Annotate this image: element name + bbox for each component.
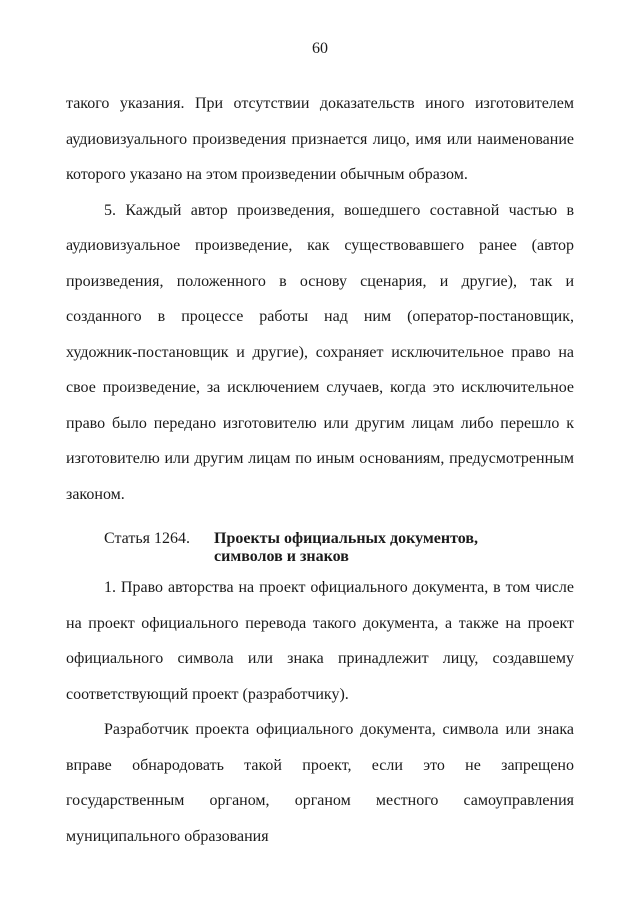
paragraph-clause-1: 1. Право авторства на проект официального документа, в том числе на проект официального перевода такого документа, а также на проект официального символа или знака принадлежит лицу, создавшему соответствующий проект (разработчику).: [66, 579, 574, 703]
article-number: Статья 1264.: [104, 530, 190, 547]
document-body: [66, 86, 574, 854]
paragraph-clause-5: 5. Каждый автор произведения, вошедшего составной частью в аудиовизуальное произведение, как существовавшего ранее (автор произведения, положенного в основу сценария, и другие), так и созданного в процессе работы над ним (оператор-постановщик, художник-постановщик и другие), сохраняет исключительное право на свое произведение, за исключением случаев, когда это исключительное право было передано изготовителю или другим лицам либо перешло к изготовителю или другим лицам по иным основаниям, предусмотренным законом.: [66, 201, 574, 503]
article-title: Проекты официальных документов, символов и знаков: [214, 530, 479, 565]
paragraph-continuation: такого указания. При отсутствии доказательств иного изготовителем аудиовизуального произведения признается лицо, имя или наименование которого указано на этом произведении обычным образом.: [66, 95, 574, 183]
article-heading: [66, 530, 574, 566]
paragraph-developer: Разработчик проекта официального документа, символа или знака вправе обнародовать такой проект, если это не запрещено государственным органом, органом местного самоуправления муниципального образования: [66, 721, 574, 845]
page-number: 60: [312, 40, 328, 57]
